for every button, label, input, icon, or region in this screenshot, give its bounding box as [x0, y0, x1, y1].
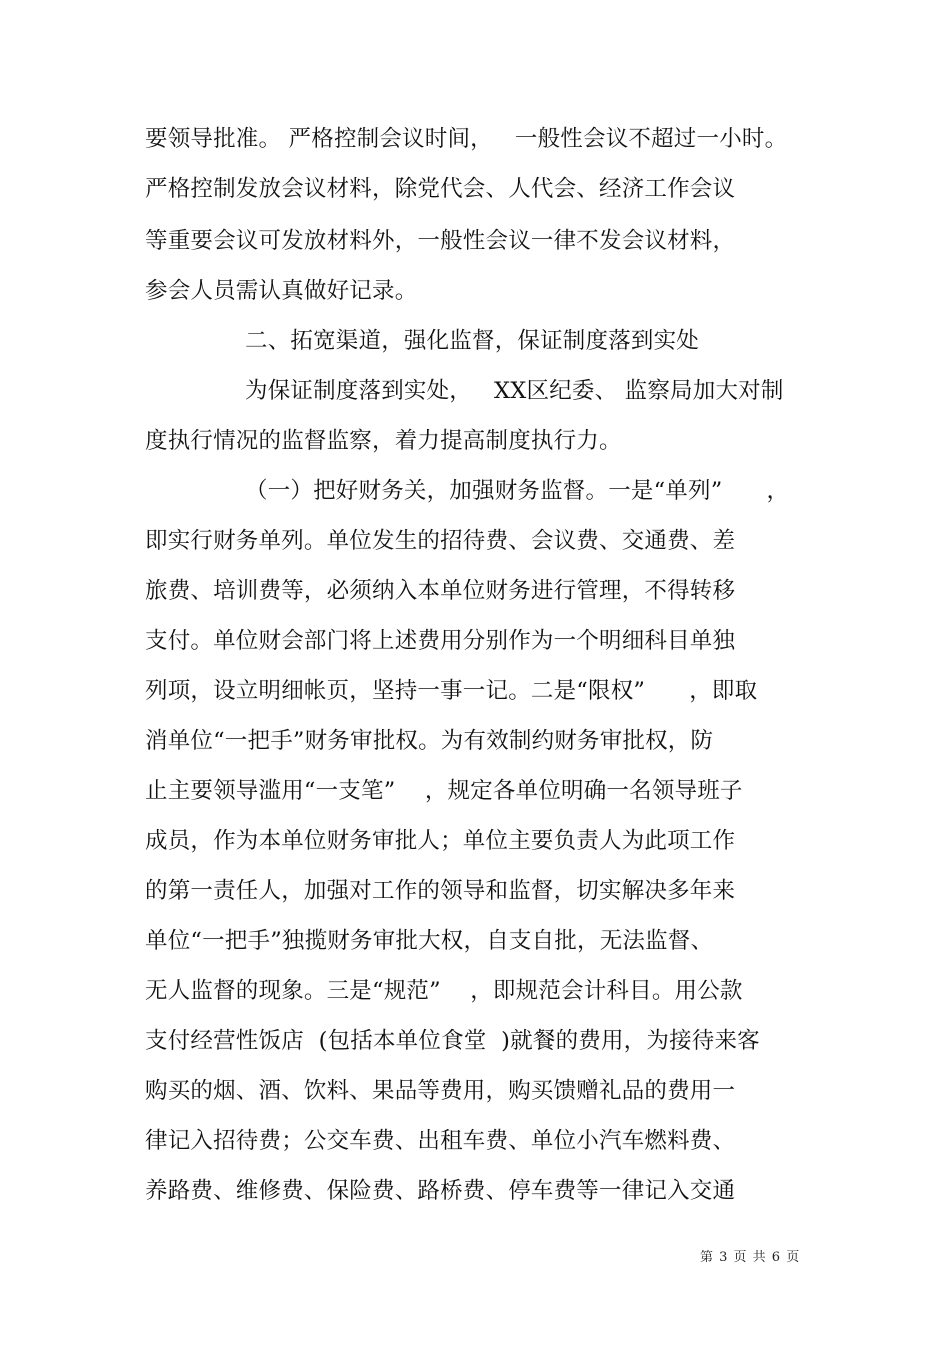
body-text-line: 支付经营性饭店 (包括本单位食堂 )就餐的费用，为接待来客	[145, 1028, 760, 1054]
body-text-line: 参会人员需认真做好记录。	[145, 278, 418, 304]
body-text-line: 要领导批准。 严格控制会议时间， 一般性会议不超过一小时。	[145, 126, 788, 152]
body-text-line: 成员，作为本单位财务审批人；单位主要负责人为此项工作	[145, 828, 736, 854]
body-text-line: 购买的烟、酒、饮料、果品等费用，购买馈赠礼品的费用一	[145, 1078, 736, 1104]
body-text-line: 律记入招待费；公交车费、出租车费、单位小汽车燃料费、	[145, 1128, 736, 1154]
body-text-line: 度执行情况的监督监察，着力提高制度执行力。	[145, 428, 622, 454]
body-text-line: 为保证制度落到实处， XX区纪委、 监察局加大对制	[245, 378, 784, 404]
body-text-line: 支付。单位财会部门将上述费用分别作为一个明细科目单独	[145, 628, 736, 654]
body-text-line: 即实行财务单列。单位发生的招待费、会议费、交通费、差	[145, 528, 736, 554]
body-text-line: 无人监督的现象。三是“规范” ，即规范会计科目。用公款	[145, 978, 743, 1004]
body-text-line: 列项，设立明细帐页，坚持一事一记。二是“限权” ，即取	[145, 678, 758, 704]
body-text-line: 养路费、维修费、保险费、路桥费、停车费等一律记入交通	[145, 1178, 736, 1204]
body-text-line: 等重要会议可发放材料外，一般性会议一律不发会议材料，	[145, 228, 736, 254]
body-text-line: 的第一责任人，加强对工作的领导和监督，切实解决多年来	[145, 878, 736, 904]
section-heading: 二、拓宽渠道，强化监督，保证制度落到实处	[245, 328, 700, 354]
body-text-line: 严格控制发放会议材料，除党代会、人代会、经济工作会议	[145, 176, 736, 202]
body-text-line: （一）把好财务关，加强财务监督。一是“单列” ，	[245, 478, 790, 504]
page-number-footer: 第 3 页 共 6 页	[700, 1250, 801, 1265]
body-text-line: 消单位“一把手”财务审批权。为有效制约财务审批权，防	[145, 728, 714, 754]
body-text-line: 旅费、培训费等，必须纳入本单位财务进行管理，不得转移	[145, 578, 736, 604]
body-text-line: 止主要领导滥用“一支笔” ，规定各单位明确一名领导班子	[145, 778, 743, 804]
body-text-line: 单位“一把手”独揽财务审批大权，自支自批，无法监督、	[145, 928, 714, 954]
